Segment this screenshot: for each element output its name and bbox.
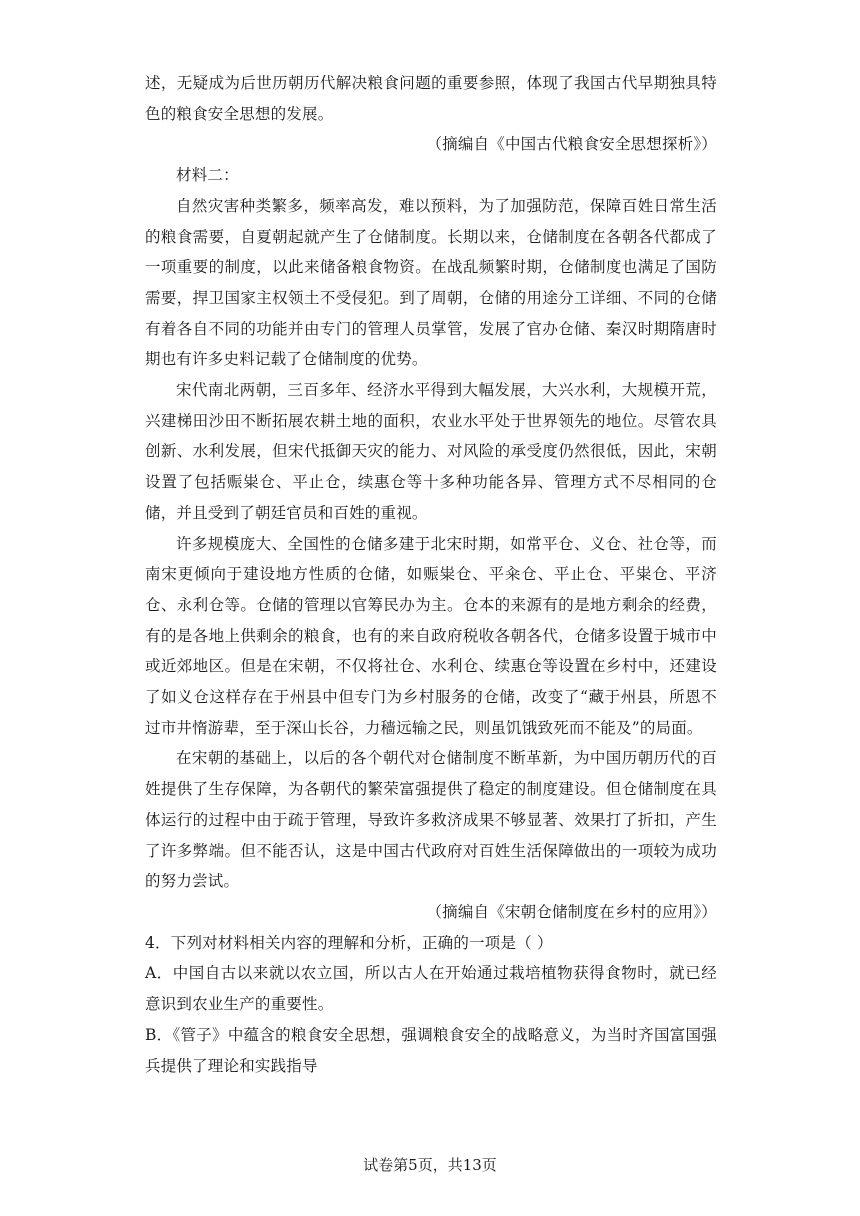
material-two-heading: 材料二： (176, 166, 239, 185)
paragraph-intro: 述，无疑成为后世历朝历代解决粮食问题的重要参照，体现了我国古代早期独具特色的粮食安全思想的发展。 (145, 74, 717, 123)
paragraph-1: 自然灾害种类繁多，频率高发，难以预料，为了加强防范，保障百姓日常生活的粮食需要，自夏朝起就产生了仓储制度。长期以来，仓储制度在各朝各代都成了一项重要的制度，以此来储备粮食物资。在战乱频繁时期，仓储制度也满足了国防需要，捍卫国家主权领土不受侵犯。到了周朝，仓储的用途分工详细、不同的仓储有着各自不同的功能并由专门的管理人员掌管，发展了官办仓储、秦汉时期隋唐时期也有许多史料记载了仓储制度的优势。 (145, 196, 717, 369)
source-citation-2: （摘编自《宋朝仓储制度在乡村的应用》） (426, 902, 717, 921)
page-footer: 试卷第5页，共13页 (363, 1156, 497, 1174)
question-stem: 4．下列对材料相关内容的理解和分析，正确的一项是（ ） (145, 933, 553, 952)
option-a: A．中国自古以来就以农立国，所以古人在开始通过栽培植物获得食物时，就已经意识到农业生产的重要性。 (145, 964, 717, 1014)
option-b: B．《管子》中蕴含的粮食安全思想，强调粮食安全的战略意义，为当时齐国富国强兵提供了理论和实践指导 (145, 1025, 717, 1075)
source-citation-1: （摘编自《中国古代粮食安全思想探析》） (426, 135, 717, 154)
passage-content (145, 68, 717, 1081)
paragraph-4: 在宋朝的基础上，以后的各个朝代对仓储制度不断革新，为中国历朝历代的百姓提供了生存保障，为各朝代的繁荣富强提供了稳定的制度建设。但仓储制度在具体运行的过程中由于疏于管理，导致许多救济成果不够显著、效果打了折扣，产生了许多弊端。但不能否认，这是中国古代政府对百姓生活保障做出的一项较为成功的努力尝试。 (145, 749, 717, 891)
paragraph-2: 宋代南北两朝，三百多年、经济水平得到大幅发展，大兴水利，大规模开荒，兴建梯田沙田不断拓展农耕土地的面积，农业水平处于世界领先的地位。尽管农具创新、水利发展，但宋代抵御天灾的能力、对风险的承受度仍然很低，因此，宋朝设置了包括赈粜仓、平止仓，续惠仓等十多种功能各异、管理方式不尽相同的仓储，并且受到了朝廷官员和百姓的重视。 (145, 381, 717, 522)
paragraph-3: 许多规模庞大、全国性的仓储多建于北宋时期，如常平仓、义仓、社仓等，而南宋更倾向于建设地方性质的仓储，如赈粜仓、平籴仓、平止仓、平粜仓、平济仓、永利仓等。仓储的管理以官筹民办为主。仓本的来源有的是地方剩余的经费，有的是各地上供剩余的粮食，也有的来自政府税收各朝各代，仓储多设置于城市中或近郊地区。但是在宋朝，不仅将社仓、水利仓、续惠仓等设置在乡村中，还建设了如义仓这样存在于州县中但专门为乡村服务的仓储，改变了“藏于州县，所恩不过市井惰游辈，至于深山长谷，力穑远输之民，则虽饥饿致死而不能及”的局面。 (145, 534, 717, 737)
